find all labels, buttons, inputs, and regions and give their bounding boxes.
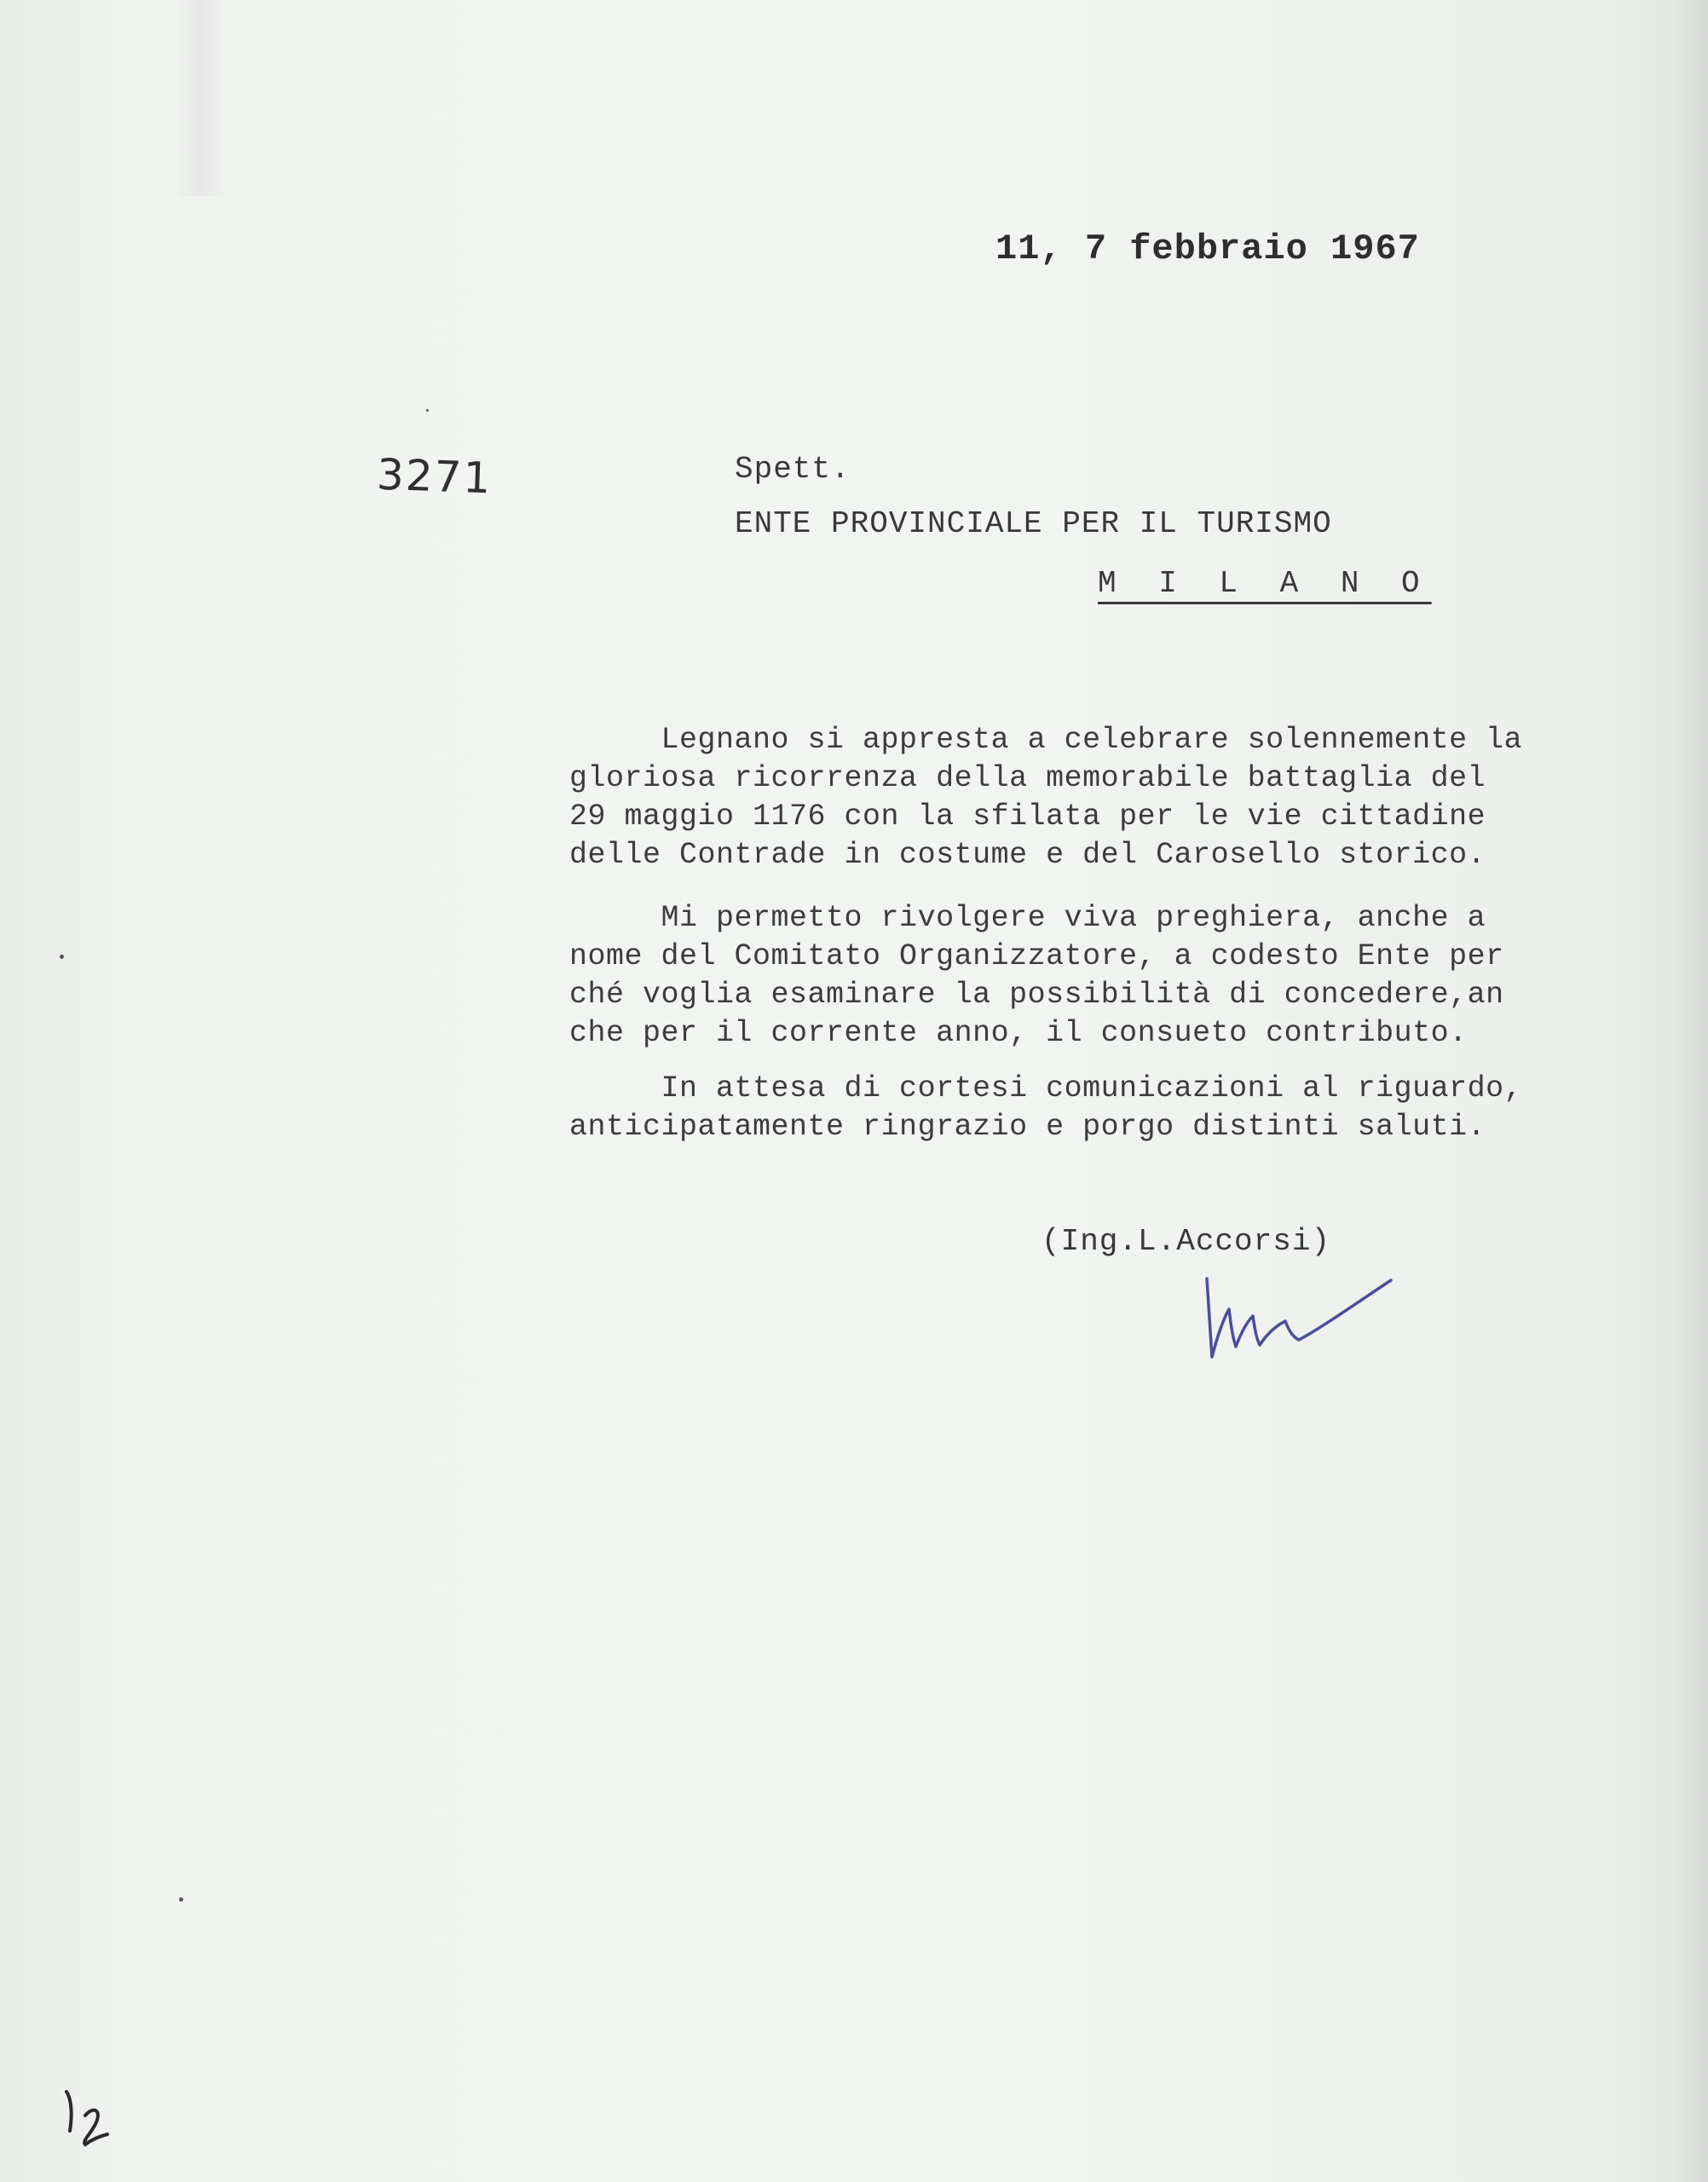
paper-speck	[60, 955, 64, 959]
letter-paragraph-2	[569, 899, 1592, 1053]
paragraph-line: nome del Comitato Organizzatore, a codesto Ente per	[569, 939, 1504, 973]
handwritten-signature	[1193, 1261, 1398, 1372]
paragraph-line: In attesa di cortesi comunicazioni al riguardo,	[569, 1071, 1523, 1105]
letter-date: 11, 7 febbraio 1967	[995, 228, 1420, 269]
letter-paragraph-1	[569, 721, 1592, 875]
paragraph-line: 29 maggio 1176 con la sfilata per le vie cittadine	[569, 799, 1486, 834]
paper-speck	[426, 409, 429, 412]
paper-edge-shadow	[1674, 0, 1708, 2182]
paragraph-line: anticipatamente ringrazio e porgo distinti saluti.	[569, 1110, 1486, 1144]
recipient-name: ENTE PROVINCIALE PER IL TURISMO	[735, 506, 1332, 541]
recipient-city: M I L A N O	[1098, 566, 1432, 601]
paper-speck	[179, 1897, 183, 1902]
paragraph-line: delle Contrade in costume e del Carosello storico.	[569, 838, 1486, 872]
paper-crease	[175, 0, 226, 196]
paragraph-line: Mi permetto rivolgere viva preghiera, anche a	[569, 901, 1486, 935]
signature-name: (Ing.L.Accorsi)	[1042, 1224, 1331, 1259]
handwritten-corner-mark	[51, 2071, 119, 2156]
paragraph-line: ché voglia esaminare la possibilità di concedere,an	[569, 978, 1504, 1012]
handwritten-document-number: 3271	[376, 449, 493, 504]
paragraph-line: gloriosa ricorrenza della memorabile battaglia del	[569, 761, 1486, 795]
paragraph-line: Legnano si appresta a celebrare solennemente la	[569, 723, 1523, 757]
letter-paragraph-3	[569, 1070, 1592, 1146]
paragraph-line: che per il corrente anno, il consueto contributo.	[569, 1016, 1468, 1050]
salutation: Spett.	[735, 452, 851, 487]
